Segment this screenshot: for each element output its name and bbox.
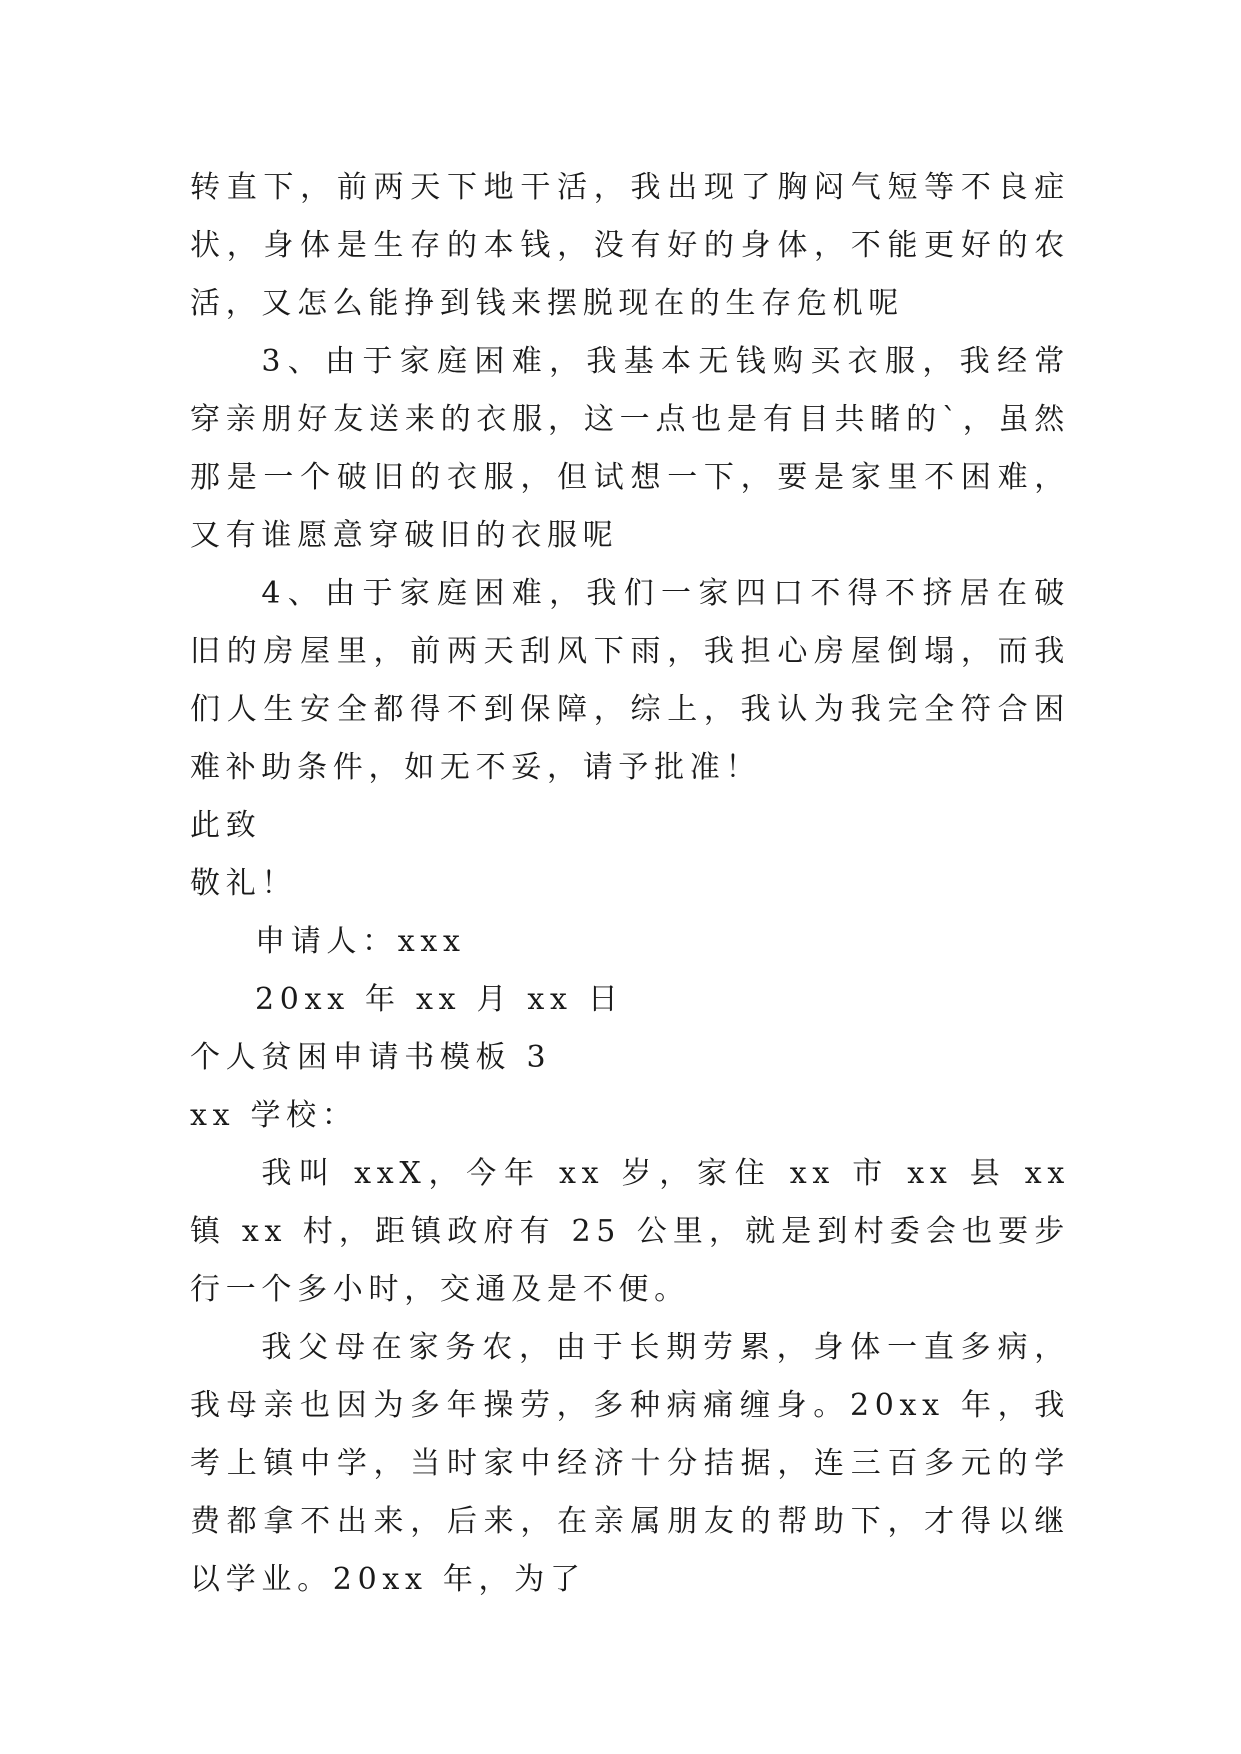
application-date: 20xx 年 xx 月 xx 日 bbox=[255, 982, 624, 1017]
closing-line-2: 敬礼！ bbox=[190, 866, 298, 901]
applicant-signature: 申请人：xxx bbox=[255, 924, 466, 959]
item-3-paragraph: 3、由于家庭困难，我基本无钱购买衣服，我经常穿亲朋好友送来的衣服，这一点也是有目共睹的`，虽然那是一个破旧的衣服，但试想一下，要是家里不困难，又有谁愿意穿破旧的衣服呢 bbox=[190, 344, 1070, 553]
salutation: xx 学校： bbox=[190, 1098, 358, 1133]
family-paragraph: 我父母在家务农，由于长期劳累，身体一直多病，我母亲也因为多年操劳，多种病痛缠身。20xx 年，我考上镇中学，当时家中经济十分拮据，连三百多元的学费都拿不出来，后来，在亲属朋友的帮助下，才得以继以学业。20xx 年，为了 bbox=[190, 1330, 1070, 1597]
continuation-paragraph: 转直下，前两天下地干活，我出现了胸闷气短等不良症状，身体是生存的本钱，没有好的身体，不能更好的农活，又怎么能挣到钱来摆脱现在的生存危机呢 bbox=[190, 170, 1070, 321]
closing-line-1: 此致 bbox=[190, 808, 262, 843]
template-title: 个人贫困申请书模板 3 bbox=[190, 1040, 552, 1075]
item-4-paragraph: 4、由于家庭困难，我们一家四口不得不挤居在破旧的房屋里，前两天刮风下雨，我担心房屋倒塌，而我们人生安全都得不到保障，综上，我认为我完全符合困难补助条件，如无不妥，请予批准！ bbox=[190, 576, 1070, 785]
document-body bbox=[190, 159, 1070, 1609]
intro-paragraph: 我叫 xxX，今年 xx 岁，家住 xx 市 xx 县 xx 镇 xx 村，距镇政府有 25 公里，就是到村委会也要步行一个多小时，交通及是不便。 bbox=[190, 1156, 1070, 1307]
